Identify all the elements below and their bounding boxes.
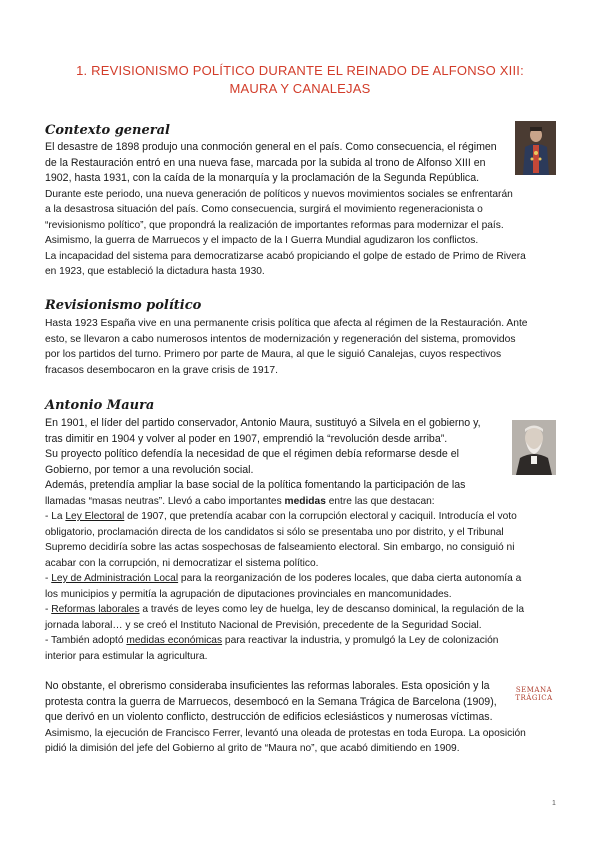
text-line: interior para estimular la agricultura. — [45, 650, 208, 662]
text-line: Supremo decidiría sobre las actas sospechosas de falseamiento electoral. Sin embargo, no consiguió ni — [45, 542, 515, 553]
text-line: que derivó en un violento conflicto, destrucción de edificios eclesiásticos y numerosas víctimas. — [45, 711, 493, 723]
list-item-reformas-laborales — [45, 602, 555, 618]
text-line: Su proyecto político defendía la necesidad de que el régimen debía reformarse desde el — [45, 448, 460, 460]
text-line: No obstante, el obrerismo consideraba insuficientes las reformas laborales. Esta oposición y la — [45, 680, 490, 692]
stamp-line-2: TRÁGICA — [515, 694, 553, 702]
text-line: Hasta 1923 España vive en una permanente crisis política que afecta al régimen de la Restauración. Ante — [45, 318, 528, 329]
text-line: “revisionismo político”, que propondrá la realización de importantes reformas para modernizar el país. — [45, 219, 504, 231]
text-line: 1902, hasta 1931, con la caída de la monarquía y la proclamación de la Segunda República. — [45, 172, 480, 184]
list-item-text: de 1907, que pretendía acabar con la corrupción electoral y caciquil. Introducía el voto — [124, 511, 517, 522]
revisionismo-paragraph — [45, 316, 555, 378]
list-item-prefix: - — [45, 604, 52, 615]
heading-contexto-general: Contexto general — [45, 123, 170, 138]
text-line: de la Restauración entró en una nueva fase, marcada por la subida al trono de Alfonso XIII en — [45, 156, 486, 169]
antonio-maura-portrait — [512, 420, 556, 475]
text-line: El desastre de 1898 produjo una conmoción general en el país. Como consecuencia, el régimen — [45, 141, 497, 153]
maura-closing-paragraph-b — [45, 726, 555, 757]
medidas-economicas-link[interactable]: medidas económicas — [126, 635, 223, 646]
text-line: Gobierno, por temor a una revolución social. — [45, 463, 254, 476]
list-item-medidas-economicas — [45, 633, 555, 649]
text-line: En 1901, el líder del partido conservador, Antonio Maura, sustituyó a Silvela en el gobierno y, — [45, 417, 481, 429]
medidas-bold: medidas — [284, 495, 326, 507]
text-line: Asimismo, la guerra de Marruecos y el impacto de la I Guerra Mundial agudizaron los conflictos. — [45, 235, 479, 246]
text-line: Asimismo, la ejecución de Francisco Ferrer, levantó una oleada de protestas en toda Europa. La oposición — [45, 727, 526, 739]
maura-closing-paragraph-a — [45, 679, 505, 726]
list-item-text: para reactivar la industria, y promulgó la Ley de colonización — [222, 635, 499, 646]
contexto-paragraph-a — [45, 140, 515, 187]
text-line: obligatorio, proclamación directa de los candidatos si sólo se presentaba uno por distrito, y el Tribunal — [45, 526, 504, 538]
text-line: los municipios y permitía la agrupación de diputaciones provinciales en mancomunidades. — [45, 588, 452, 600]
medidas-intro-pre: llamadas “masas neutras”. Llevó a cabo importantes — [45, 495, 285, 507]
text-line: Además, pretendía ampliar la base social de la política fomentando la participación de las — [45, 479, 466, 491]
text-line: por los partidos del turno. Primero por parte de Maura, al que le siguió Canalejas, cuyos respectivos — [45, 349, 502, 360]
maura-measures-list — [45, 494, 555, 665]
heading-revisionismo-politico: Revisionismo político — [45, 298, 202, 313]
medidas-intro-post: entre las que destacan: — [325, 495, 435, 507]
list-item-prefix: - También adoptó — [45, 635, 127, 646]
text-line: fracasos desembocaron en la grave crisis de 1917. — [45, 364, 278, 376]
stamp-line-1: SEMANA — [515, 686, 553, 694]
list-item-text: a través de leyes como ley de huelga, ley de descanso dominical, la regulación de la — [139, 604, 525, 615]
text-line: La incapacidad del sistema para democratizarse acabó propiciando el golpe de estado de Primo de Rivera — [45, 250, 526, 262]
list-item-ley-administracion-local — [45, 571, 555, 587]
ley-electoral-link[interactable]: Ley Electoral — [65, 511, 125, 522]
list-item-prefix: - — [45, 573, 52, 584]
list-item-ley-electoral — [45, 509, 555, 525]
title-line-2: MAURA Y CANALEJAS — [229, 81, 371, 96]
title-line-1: 1. REVISIONISMO POLÍTICO DURANTE EL REINADO DE ALFONSO XIII: — [76, 63, 524, 78]
semana-tragica-stamp — [512, 686, 556, 702]
text-line: pidió la dimisión del jefe del Gobierno al grito de “Maura no”, que acabó dimitiendo en 1909. — [45, 743, 460, 754]
maura-intro-paragraph — [45, 416, 503, 494]
text-line: jornada laboral… y se creó el Instituto Nacional de Previsión, precedente de la Seguridad Social. — [45, 619, 482, 631]
page-number: 1 — [552, 800, 556, 807]
text-line: en 1923, que estableció la dictadura hasta 1930. — [45, 266, 265, 277]
text-line: a la desastrosa situación del país. Como consecuencia, surgirá el movimiento regeneracionista o — [45, 204, 483, 215]
alfonso-xiii-portrait — [515, 121, 556, 175]
text-line: acabar con la corrupción, ni democratizar el sistema político. — [45, 557, 319, 569]
text-line: Durante este periodo, una nueva generación de políticos y nuevos movimientos sociales se enfrentarán — [45, 188, 513, 200]
list-item-prefix: - La — [45, 511, 66, 522]
list-item-text: para la reorganización de los poderes locales, que daba cierta autonomía a — [178, 573, 522, 584]
text-line: tras dimitir en 1904 y volver al poder en 1907, emprendió la “revolución desde arriba”. — [45, 432, 448, 445]
ley-administracion-local-link[interactable]: Ley de Administración Local — [51, 573, 179, 584]
text-line: protesta contra la guerra de Marruecos, desembocó en la Semana Trágica de Barcelona (1909), — [45, 695, 497, 708]
reformas-laborales-link[interactable]: Reformas laborales — [51, 604, 140, 615]
heading-antonio-maura: Antonio Maura — [45, 398, 155, 413]
medidas-intro-line — [45, 494, 555, 510]
page-title — [40, 62, 560, 98]
contexto-paragraph-b — [45, 187, 555, 280]
text-line: esto, se llevaron a cabo numerosos intentos de modernización y regeneración del sistema, promovidos — [45, 333, 516, 345]
